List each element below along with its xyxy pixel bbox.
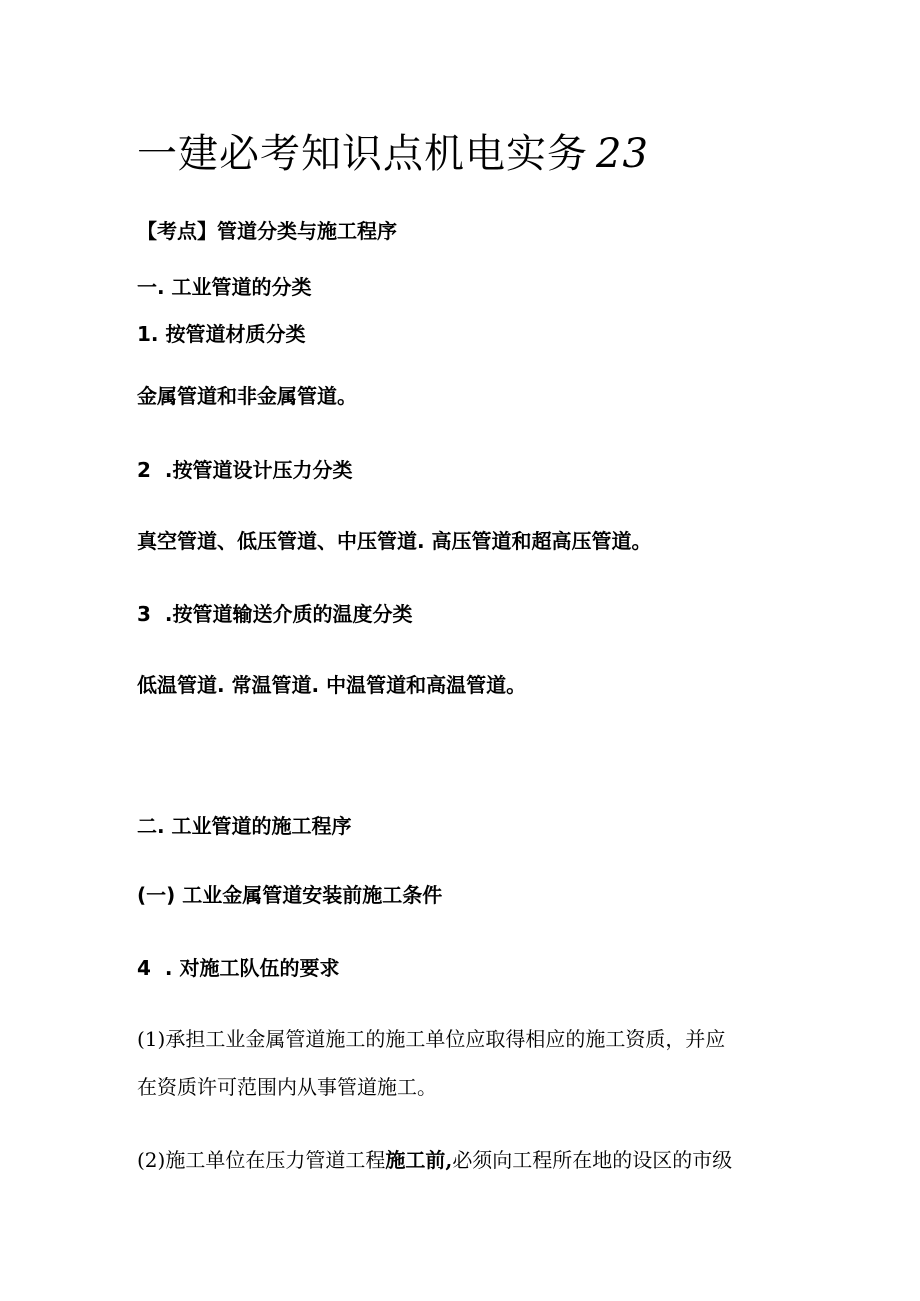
item-4-text: . 对施工队伍的要求 xyxy=(164,956,340,980)
section-heading-1: 一. 工业管道的分类 xyxy=(137,275,312,299)
paragraph-1-line-2: 在资质许可范围内从事管道施工。 xyxy=(137,1075,437,1099)
paragraph-2-emphasis: 施工前, xyxy=(385,1148,453,1172)
paragraph-1-line-1: (1)承担工业金属管道施工的施工单位应取得相应的施工资质，并应 xyxy=(137,1027,726,1051)
item-3-text: .按管道输送介质的温度分类 xyxy=(164,602,413,626)
item-3-label xyxy=(137,604,413,624)
item-3-content: 低温管道. 常温管道. 中温管道和高温管道。 xyxy=(137,673,527,697)
topic-heading: 【考点】管道分类与施工程序 xyxy=(137,219,397,243)
item-4-number: 4 xyxy=(137,956,151,980)
document-title xyxy=(137,131,649,177)
item-2-content: 真空管道、低压管道、中压管道. 高压管道和超高压管道。 xyxy=(137,529,652,553)
item-3-number: 3 xyxy=(137,602,151,626)
paragraph-2-line-1 xyxy=(137,1150,732,1170)
item-2-number: 2 xyxy=(137,458,151,482)
item-1-content: 金属管道和非金属管道。 xyxy=(137,384,357,408)
item-1-label: 1. 按管道材质分类 xyxy=(137,322,306,346)
item-4-label xyxy=(137,958,339,978)
title-number: 23 xyxy=(596,131,649,177)
subsection-heading-1: (一) 工业金属管道安装前施工条件 xyxy=(137,883,443,907)
title-text: 一建必考知识点机电实务 xyxy=(137,131,588,177)
paragraph-2-prefix: (2)施工单位在压力管道工程 xyxy=(137,1148,386,1172)
section-heading-2: 二. 工业管道的施工程序 xyxy=(137,814,352,838)
item-2-text: .按管道设计压力分类 xyxy=(164,458,353,482)
paragraph-2-suffix: 必须向工程所在地的设区的市级 xyxy=(452,1148,733,1172)
item-2-label xyxy=(137,460,353,480)
